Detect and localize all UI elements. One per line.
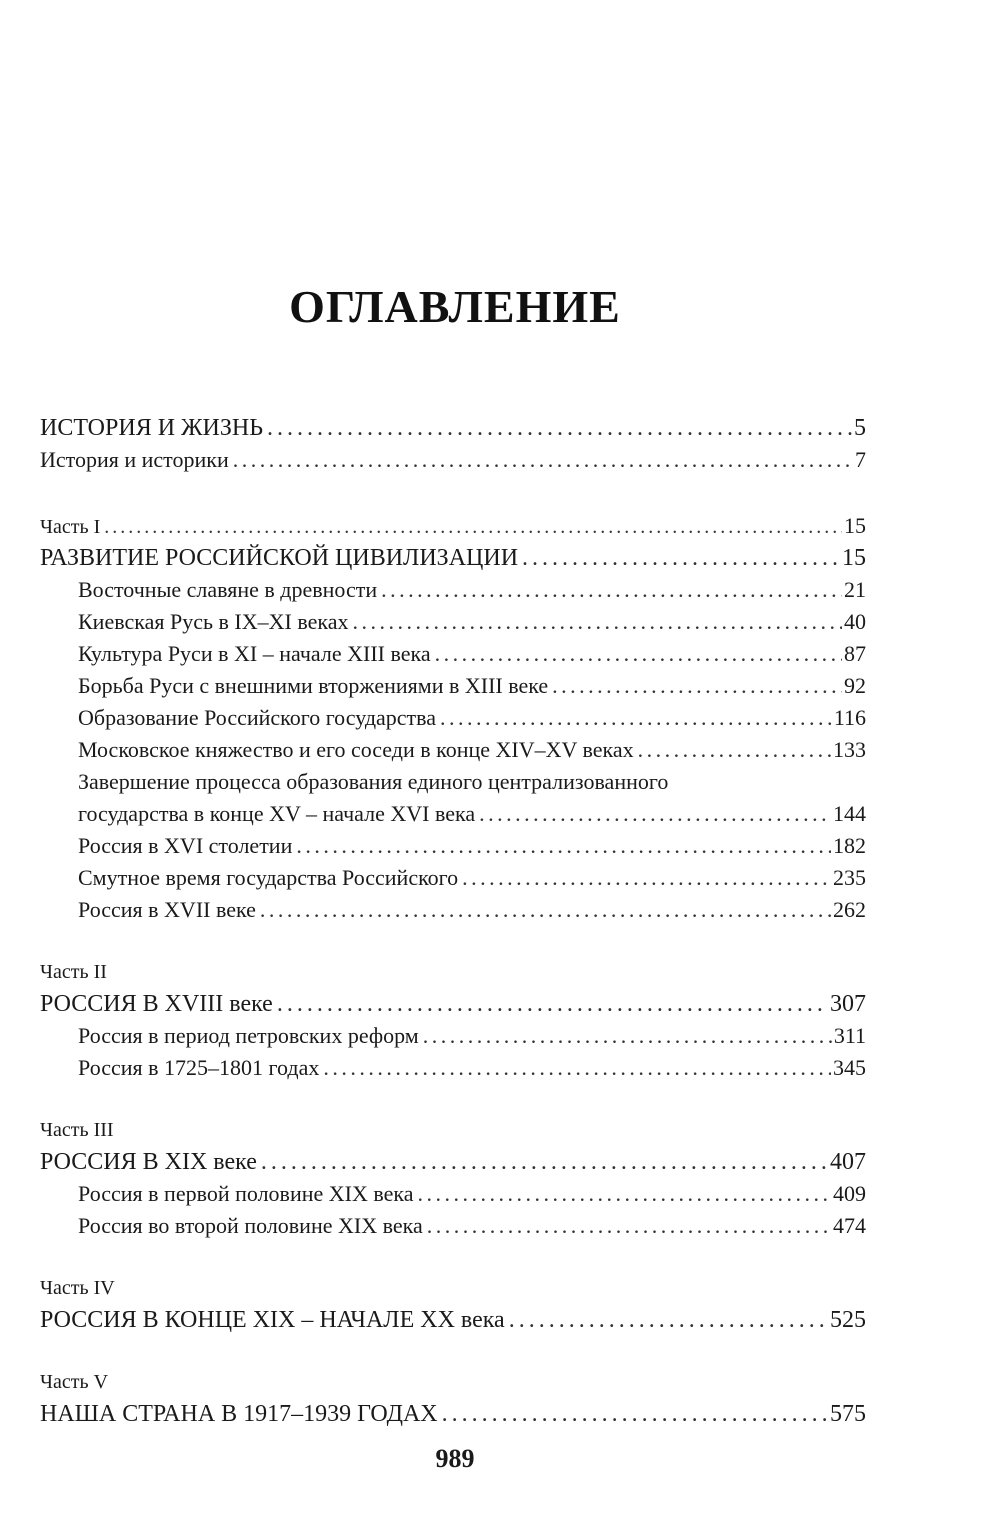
- toc-entry[interactable]: [40, 734, 866, 766]
- toc-entry-label: Россия в первой половине XIX века: [78, 1181, 414, 1206]
- toc-entry[interactable]: [40, 1210, 866, 1242]
- toc-entry-label: государства в конце XV – начале XVI века: [78, 801, 476, 826]
- toc-entry-page: 474: [833, 1213, 866, 1238]
- toc-part-5-label: Часть V: [40, 1371, 109, 1393]
- toc-entry-label: Россия в период петровских реформ: [78, 1023, 419, 1048]
- toc-entry-page: 311: [833, 1023, 866, 1048]
- toc-entry-page: 525: [830, 1307, 866, 1333]
- toc-entry-page: 575: [830, 1401, 866, 1427]
- toc-part-3-label: Часть III: [40, 1119, 114, 1141]
- toc-entry-page: 7: [855, 447, 866, 472]
- toc-entry-page: 407: [830, 1149, 866, 1175]
- dot-leader: [352, 606, 842, 638]
- toc-part-1-label[interactable]: [40, 510, 866, 542]
- dot-leader: [277, 988, 828, 1020]
- dot-leader: [479, 798, 831, 830]
- toc-entry[interactable]: [40, 1052, 866, 1084]
- page-title: ОГЛАВЛЕНИЕ: [289, 281, 621, 332]
- toc-entry-label: Восточные славяне в древности: [78, 577, 378, 602]
- dot-leader: [233, 444, 853, 476]
- toc-entry-label: Московское княжество и его соседи в конце XIV–XV веках: [78, 737, 634, 762]
- toc-entry-label: РАЗВИТИЕ РОССИЙСКОЙ ЦИВИЛИЗАЦИИ: [40, 545, 519, 571]
- toc-entry-page: 5: [854, 415, 866, 441]
- toc-entry-page: 144: [833, 801, 866, 826]
- toc-entry-history-and-life[interactable]: [40, 412, 866, 444]
- toc-entry-label: РОССИЯ В XVIII веке: [40, 991, 273, 1017]
- toc-entry-label: Россия в XVII веке: [78, 897, 256, 922]
- part-label: Часть I: [40, 516, 101, 538]
- dot-leader: [381, 574, 842, 606]
- toc-entry-page: 15: [844, 513, 866, 538]
- toc-entry-label: РОССИЯ В XIX веке: [40, 1149, 257, 1175]
- dot-leader: [435, 638, 842, 670]
- toc-entry[interactable]: [40, 574, 866, 606]
- toc-entry-label: РОССИЯ В КОНЦЕ XIX – НАЧАЛЕ XX века: [40, 1307, 505, 1333]
- dot-leader: [418, 1178, 832, 1210]
- dot-leader: [260, 894, 831, 926]
- toc-entry-label: ИСТОРИЯ И ЖИЗНЬ: [40, 415, 264, 441]
- toc-part-2-heading[interactable]: [40, 988, 866, 1020]
- toc-entry-page: 182: [833, 833, 866, 858]
- toc-entry-page: 262: [833, 897, 866, 922]
- toc-entry-history-and-historians[interactable]: [40, 444, 866, 476]
- dot-leader: [296, 830, 831, 862]
- dot-leader: [323, 1052, 831, 1084]
- toc-entry-page: 116: [833, 705, 866, 730]
- toc-entry-label: Киевская Русь в IX–XI веках: [78, 609, 349, 634]
- toc-entry-page: 235: [833, 865, 866, 890]
- dot-leader: [261, 1146, 828, 1178]
- toc-part-1-heading[interactable]: [40, 542, 866, 574]
- dot-leader: [552, 670, 842, 702]
- toc-entry[interactable]: [40, 830, 866, 862]
- toc-entry-label: Россия во второй половине XIX века: [78, 1213, 423, 1238]
- toc-entry-page: 307: [830, 991, 866, 1017]
- dot-leader: [522, 542, 840, 574]
- dot-leader: [440, 702, 832, 734]
- toc-entry-line-2[interactable]: [40, 798, 866, 830]
- toc-entry-label: История и историки: [40, 447, 229, 472]
- toc-entry[interactable]: [40, 702, 866, 734]
- toc-entry[interactable]: [40, 670, 866, 702]
- toc-entry[interactable]: [40, 638, 866, 670]
- page-number: 989: [435, 1444, 475, 1473]
- dot-leader: [423, 1020, 832, 1052]
- table-of-contents: [40, 412, 866, 1430]
- toc-entry-label: Образование Российского государства: [78, 705, 437, 730]
- toc-entry-label: Смутное время государства Российского: [78, 865, 459, 890]
- toc-part-3-heading[interactable]: [40, 1146, 866, 1178]
- toc-entry-page: 92: [844, 673, 866, 698]
- dot-leader: [462, 862, 831, 894]
- toc-entry-page: 345: [833, 1055, 866, 1080]
- dot-leader: [267, 412, 852, 444]
- toc-entry[interactable]: [40, 1178, 866, 1210]
- toc-entry-label: Россия в 1725–1801 годах: [78, 1055, 320, 1080]
- toc-entry-label: Культура Руси в XI – начале XIII века: [78, 641, 431, 666]
- toc-entry-page: 21: [844, 577, 866, 602]
- toc-entry[interactable]: [40, 1020, 866, 1052]
- toc-entry-page: 40: [844, 609, 866, 634]
- toc-part-2-label: Часть II: [40, 961, 107, 983]
- toc-entry-page: 409: [833, 1181, 866, 1206]
- dot-leader: [442, 1398, 828, 1430]
- toc-entry[interactable]: [40, 606, 866, 638]
- dot-leader: [638, 734, 831, 766]
- toc-part-5-heading[interactable]: [40, 1398, 866, 1430]
- toc-entry[interactable]: [40, 894, 866, 926]
- toc-part-4-label: Часть IV: [40, 1277, 115, 1299]
- toc-entry-label: Борьба Руси с внешними вторжениями в XIII веке: [78, 673, 549, 698]
- toc-entry-page: 15: [842, 545, 866, 571]
- toc-entry[interactable]: [40, 862, 866, 894]
- dot-leader: [509, 1304, 828, 1336]
- toc-entry-label: Россия в XVI столетии: [78, 833, 293, 858]
- toc-part-4-heading[interactable]: [40, 1304, 866, 1336]
- toc-entry-label: НАША СТРАНА В 1917–1939 ГОДАХ: [40, 1401, 438, 1427]
- dot-leader: [427, 1210, 831, 1242]
- toc-entry-page: 133: [833, 737, 866, 762]
- dot-leader: [104, 511, 842, 543]
- toc-entry-line-1[interactable]: Завершение процесса образования единого централизованного: [78, 769, 669, 794]
- toc-entry-page: 87: [844, 641, 866, 666]
